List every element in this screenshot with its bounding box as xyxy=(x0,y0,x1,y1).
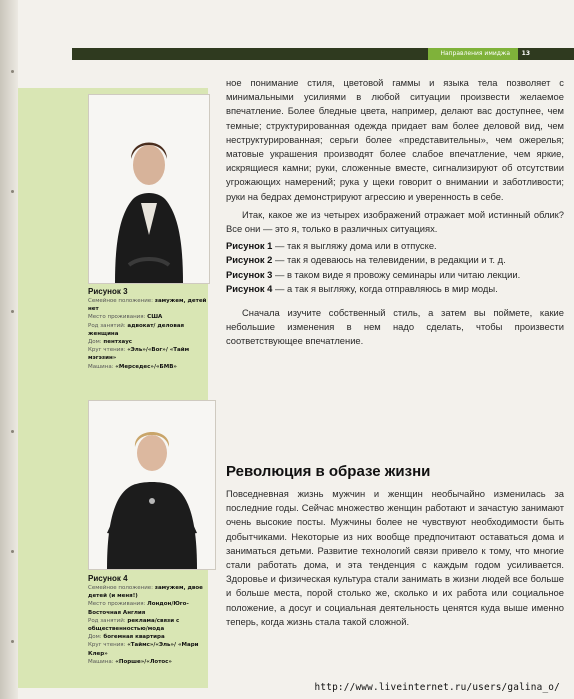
caption-row: Место проживания: США xyxy=(88,314,163,321)
figure-reference-line: Рисунок 3 — в таком виде я провожу семинары или читаю лекции. xyxy=(226,268,521,280)
caption-row: Семейное положение: замужем, двое детей (и меня!) xyxy=(88,585,203,600)
figure-reference-line: Рисунок 4 — а так я выгляжу, когда отправляюсь в мир моды. xyxy=(226,282,498,294)
figure-3-photo xyxy=(88,94,210,284)
paragraph: ное понимание стиля, цветовой гаммы и языка тела позволяет с минимальными усилиями в любой ситуации произвести желаемое впечатление. Более бледные цвета, например, делают вас доступнее, чем темные; структурированная одежда придает вам более деловой вид, чем неструктурированная; серьги более «представительны», чем ожерелья; матовые украшения производят более слабое впечатление, чем яркие, искрящиеся камни; руки, сложенные вместе, сигнализируют об отсутствии угрожающих намерений; рука у щеки говорит о внимании и заботливости; руки на бедрах демонстрируют агрессию и уверенность в себе. xyxy=(226,77,564,202)
figure-4-title: Рисунок 4 xyxy=(88,574,128,583)
paragraph: Сначала изучите собственный стиль, а затем вы поймете, какие небольшие изменения в нем надо сделать, чтобы произвести соответствующее впечатление. xyxy=(226,307,564,347)
caption-row: Круг чтения: «Эль»/«Вог»/ «Тайм мэгэзин» xyxy=(88,347,190,362)
figure-4-photo xyxy=(88,400,216,570)
figure-4-caption xyxy=(88,573,210,666)
paragraph: Повседневная жизнь мужчин и женщин необычайно изменилась за последние годы. Сейчас множество женщин работают и зачастую занимают очень высокие посты. Мужчины более не чувствуют необходимости быть добытчиками. Некоторые из них вообще предпочитают оставаться дома и заниматься детьми. Развитие технологий связи привело к тому, что многие стали работать дома, и эта тенденция с каждым годом усиливается. Здоровье и физическая культура стали занимать в жизни людей все больше и больше места, порой столько же, сколько и их работа или социальное положение, а досуг и социальная деятельность ценятся куда выше именно теперь, когда жизнь стала такой сложной. xyxy=(226,488,564,627)
caption-row: Дом: пентхаус xyxy=(88,339,133,346)
body-text-upper xyxy=(226,76,564,349)
paragraph: Итак, какое же из четырех изображений отражает мой истинный облик? Все они — это я, только в различных ситуациях. xyxy=(226,208,564,235)
caption-row: Дом: богемная квартира xyxy=(88,634,165,641)
figure-reference-line: Рисунок 2 — так я одеваюсь на телевидении, в редакции и т. д. xyxy=(226,254,506,266)
body-text-lower xyxy=(226,487,564,629)
watermark-url: http://www.liveinternet.ru/users/galina_o/ xyxy=(314,682,560,693)
running-header xyxy=(72,48,574,60)
section-heading: Революция в образе жизни xyxy=(226,463,431,480)
caption-row: Машина: «Мерседес»/«БМВ» xyxy=(88,363,177,370)
figure-reference-line: Рисунок 1 — так я выгляжу дома или в отпуске. xyxy=(226,240,437,252)
caption-row: Семейное положение: замужем, детей нет xyxy=(88,298,207,313)
caption-row: Машина: «Порше»/«Лотос» xyxy=(88,658,172,665)
page-number: 13 xyxy=(521,50,530,57)
running-header-title: Направления имиджа xyxy=(440,50,510,57)
caption-row: Род занятий: адвокат/ деловая женщина xyxy=(88,322,185,337)
figure-3-title: Рисунок 3 xyxy=(88,287,128,296)
caption-row: Место проживания: Лондон/Юго-Восточная Англия xyxy=(88,601,189,616)
figure-3-caption xyxy=(88,286,210,371)
caption-row: Круг чтения: «Таймс»/«Эль»/ «Мари Клер» xyxy=(88,642,199,657)
binding-gutter xyxy=(0,0,18,699)
caption-row: Род занятий: реклама/связи с общественностью/мода xyxy=(88,617,180,633)
